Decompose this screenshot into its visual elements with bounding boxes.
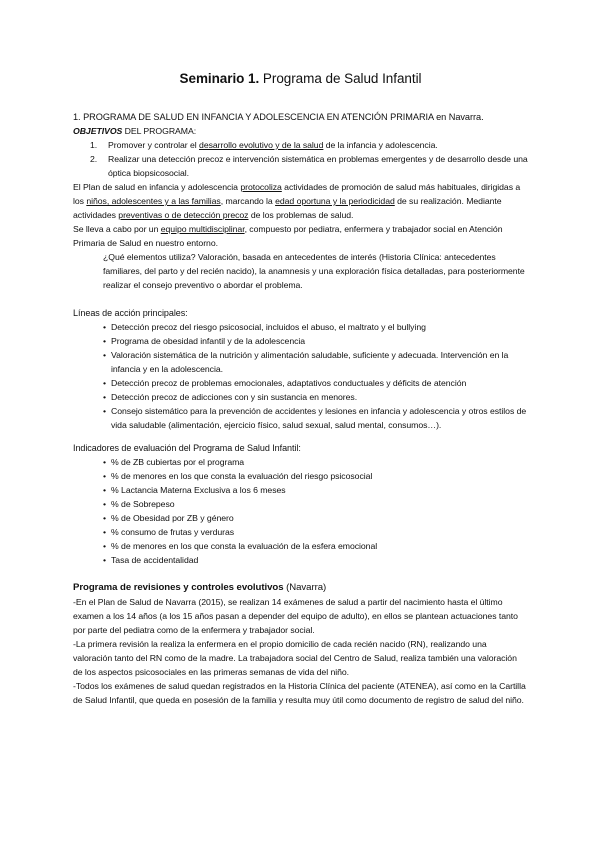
objective-text-post: de la infancia y adolescencia. <box>323 140 438 150</box>
text-run: El Plan de salud en infancia y adolescencia <box>73 182 241 192</box>
underlined-run: edad oportuna y la periodicidad <box>275 196 395 206</box>
bullet-icon: • <box>103 555 106 565</box>
objectives-list <box>73 138 528 180</box>
plan-paragraph <box>73 180 528 222</box>
section1-heading: 1. PROGRAMA DE SALUD EN INFANCIA Y ADOLESCENCIA EN ATENCIÓN PRIMARIA en Navarra. <box>73 112 484 122</box>
elements-paragraph: ¿Qué elementos utiliza? Valoración, basada en antecedentes de interés (Historia Clínica: antecedentes familiares, del parto y del recién nacido), la anamnesis y una exploración física detalladas, para posteriormente realizar el consejo preventivo o abordar el problema. <box>103 252 525 290</box>
bullet-icon: • <box>103 485 106 495</box>
bullet-icon: • <box>103 350 106 360</box>
list-item <box>103 497 528 511</box>
list-item <box>103 525 528 539</box>
text-run: , compuesto por pediatra, enfermera y trabajador social en Atención Primaria de Salud en nuestro entorno. <box>73 224 503 248</box>
underlined-run: protocoliza <box>240 182 282 192</box>
list-item-text: Valoración sistemática de la nutrición y alimentación saludable, suficiente y adecuada. Intervención en la infancia y en la adolescencia. <box>111 350 509 374</box>
page-title-rest: Programa de Salud Infantil <box>259 71 422 86</box>
list-item-text: Programa de obesidad infantil y de la adolescencia <box>111 336 306 346</box>
list-item <box>103 320 528 334</box>
bullet-icon: • <box>103 406 106 416</box>
objective-item <box>90 152 528 180</box>
text-run: de su realización. Mediante actividades <box>73 196 502 220</box>
lines-heading: Líneas de acción principales: <box>73 308 188 318</box>
list-item-text: Consejo sistemático para la prevención de accidentes y lesiones en infancia y adolescencia y otros estilos de vida saludable (alimentación, ejercicio físico, salud sexual, salud mental, consumos…). <box>111 406 527 430</box>
objectives-label-italic: OBJETIVOS <box>73 126 123 136</box>
bullet-icon: • <box>103 322 106 332</box>
objective-text: Realizar una detección precoz e intervención sistemática en problemas emergentes y de desarrollo desde una óptica biopsicosocial. <box>108 154 528 178</box>
list-item <box>103 390 528 404</box>
list-item <box>103 469 528 483</box>
list-item-text: Detección precoz de adicciones con y sin sustancia en menores. <box>111 392 358 402</box>
underlined-run: niños, adolescentes y a las familias <box>86 196 221 206</box>
list-item <box>103 483 528 497</box>
bullet-icon: • <box>103 392 106 402</box>
list-item-text: % de menores en los que consta la evaluación de la esfera emocional <box>111 541 378 551</box>
objective-item <box>90 138 528 152</box>
list-item <box>103 334 528 348</box>
program-paragraph: -En el Plan de Salud de Navarra (2015), se realizan 14 exámenes de salud a partir del nacimiento hasta el último examen a los 14 años (a los 15 años pasan a depender del equipo de adulto), en ellos se plantean actuaciones tanto por parte del pediatra como de la enfermera y trabajador social. <box>73 597 518 635</box>
list-item <box>103 539 528 553</box>
program-paragraph: -Todos los exámenes de salud quedan registrados en la Historia Clínica del paciente (ATENEA), así como en la Cartilla de Salud Infantil, que queda en posesión de la familia y resulta muy útil como documento de registro de salud del niño. <box>73 681 526 705</box>
team-paragraph <box>73 222 528 250</box>
list-item-text: Tasa de accidentalidad <box>111 555 199 565</box>
indicators-list <box>73 455 528 567</box>
list-item-text: % consumo de frutas y verduras <box>111 527 235 537</box>
text-run: , marcando la <box>220 196 276 206</box>
list-item <box>103 348 528 376</box>
bullet-icon: • <box>103 336 106 346</box>
page-title-bold: Seminario 1. <box>179 71 260 86</box>
program-paragraph: -La primera revisión la realiza la enfermera en el propio domicilio de cada recién nacido (RN), realizando una valoración tanto del RN como de la madre. La trabajadora social del Centro de Salud, realiza también una valoración de los aspectos psicosociales en las primeras semanas de vida del niño. <box>73 639 517 677</box>
list-item-text: Detección precoz del riesgo psicosocial, incluidos el abuso, el maltrato y el bullying <box>111 322 426 332</box>
underlined-run: equipo multidisciplinar <box>160 224 245 234</box>
text-run: de los problemas de salud. <box>248 210 354 220</box>
list-item-text: % de ZB cubiertas por el programa <box>111 457 245 467</box>
text-run: actividades de promoción de salud más habituales, dirigidas a los <box>73 182 521 206</box>
list-item-text: % de menores en los que consta la evaluación del riesgo psicosocial <box>111 471 373 481</box>
bullet-icon: • <box>103 471 106 481</box>
indicators-heading: Indicadores de evaluación del Programa de Salud Infantil: <box>73 443 301 453</box>
objective-text-underlined: desarrollo evolutivo y de la salud <box>199 140 324 150</box>
bullet-icon: • <box>103 378 106 388</box>
program-title-rest: (Navarra) <box>283 582 327 593</box>
bullet-icon: • <box>103 541 106 551</box>
list-item <box>103 553 528 567</box>
program-title <box>73 581 528 595</box>
action-lines-list <box>73 320 528 432</box>
bullet-icon: • <box>103 457 106 467</box>
list-item-text: % de Sobrepeso <box>111 499 175 509</box>
objective-number: 1. <box>90 140 98 150</box>
page-title <box>73 70 528 88</box>
text-run: Se lleva a cabo por un <box>73 224 161 234</box>
objectives-label <box>73 124 528 138</box>
list-item <box>103 376 528 390</box>
objective-number: 2. <box>90 154 98 164</box>
list-item-text: % de Obesidad por ZB y género <box>111 513 234 523</box>
list-item-text: % Lactancia Materna Exclusiva a los 6 meses <box>111 485 286 495</box>
list-item <box>103 404 528 432</box>
bullet-icon: • <box>103 513 106 523</box>
bullet-icon: • <box>103 527 106 537</box>
program-title-bold: Programa de revisiones y controles evolutivos <box>73 582 284 593</box>
bullet-icon: • <box>103 499 106 509</box>
list-item <box>103 511 528 525</box>
list-item <box>103 455 528 469</box>
objectives-label-rest: DEL PROGRAMA: <box>122 126 197 136</box>
list-item-text: Detección precoz de problemas emocionales, adaptativos conductuales y déficits de atención <box>111 378 467 388</box>
underlined-run: preventivas o de detección precoz <box>118 210 249 220</box>
objective-text-pre: Promover y controlar el <box>108 140 200 150</box>
